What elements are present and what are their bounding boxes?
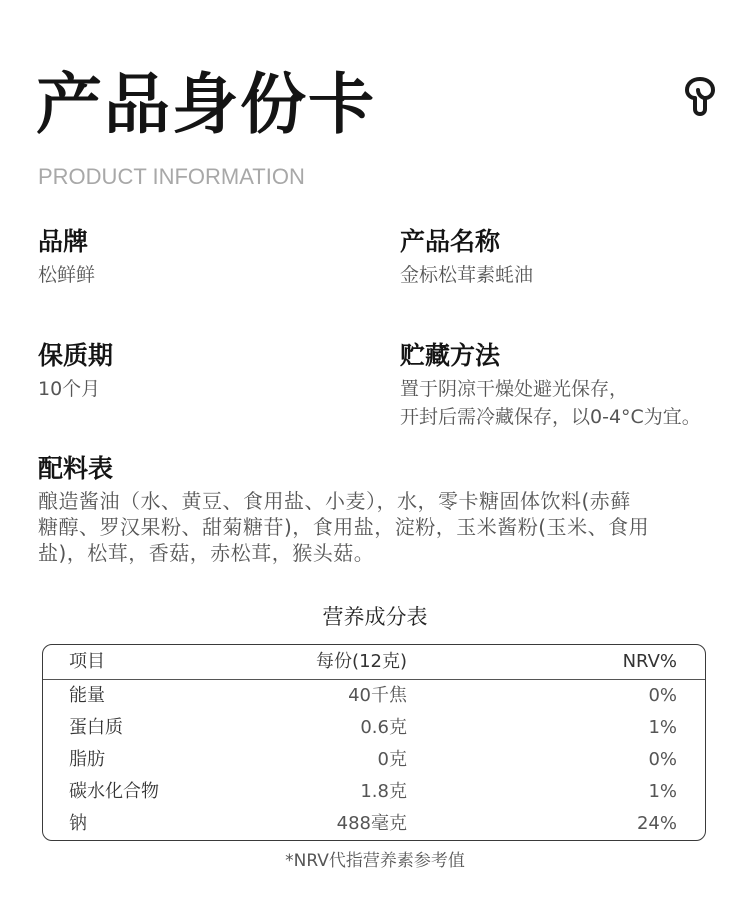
storage-value-line2: 开封后需冷藏保存，以0-4°C为宜。 xyxy=(400,406,701,428)
row-amount: 488毫克 xyxy=(336,813,407,834)
page-subtitle: PRODUCT INFORMATION xyxy=(38,164,305,189)
table-row xyxy=(43,712,705,744)
row-item: 蛋白质 xyxy=(69,717,123,738)
row-amount: 0.6克 xyxy=(360,717,407,738)
table-row xyxy=(43,744,705,776)
row-item: 能量 xyxy=(69,685,105,706)
table-row xyxy=(43,808,705,840)
row-nrv: 24% xyxy=(636,813,677,834)
table-row xyxy=(43,776,705,808)
nutrition-table xyxy=(42,644,706,841)
row-nrv: 0% xyxy=(648,749,677,770)
ingredients-label: 配料表 xyxy=(38,454,114,483)
ingredients-text xyxy=(38,488,708,566)
nrv-footnote: *NRV代指营养素参考值 xyxy=(285,851,465,871)
row-amount: 40千焦 xyxy=(348,685,407,706)
brand-label: 品牌 xyxy=(38,227,89,256)
header-amount: 每份(12克) xyxy=(316,651,407,672)
product-name-value: 金标松茸素蚝油 xyxy=(400,264,534,286)
product-name-label: 产品名称 xyxy=(400,227,501,256)
row-item: 钠 xyxy=(69,813,87,834)
ingredients-line: 酿造酱油（水、黄豆、食用盐、小麦），水，零卡糖固体饮料(赤藓 xyxy=(38,489,631,513)
shelf-life-label: 保质期 xyxy=(38,341,114,370)
row-nrv: 1% xyxy=(648,781,677,802)
nutrition-header-row xyxy=(43,645,705,680)
row-item: 碳水化合物 xyxy=(69,781,159,802)
ingredients-line: 盐)，松茸，香菇，赤松茸，猴头菇。 xyxy=(38,541,375,565)
storage-value-line1: 置于阴凉干燥处避光保存， xyxy=(400,378,629,400)
table-row xyxy=(43,680,705,712)
row-amount: 1.8克 xyxy=(360,781,407,802)
nutrition-title: 营养成分表 xyxy=(322,605,428,629)
page-title: 产品身份卡 xyxy=(36,66,376,143)
shelf-life-value: 10个月 xyxy=(38,378,101,400)
row-amount: 0克 xyxy=(377,749,407,770)
brand-value: 松鲜鲜 xyxy=(38,264,96,286)
row-nrv: 1% xyxy=(648,717,677,738)
mushroom-logo-icon xyxy=(684,76,716,116)
ingredients-line: 糖醇、罗汉果粉、甜菊糖苷)，食用盐，淀粉，玉米酱粉(玉米、食用 xyxy=(38,515,650,539)
header-nrv: NRV% xyxy=(622,651,677,672)
storage-label: 贮藏方法 xyxy=(400,341,501,370)
row-nrv: 0% xyxy=(648,685,677,706)
row-item: 脂肪 xyxy=(69,749,105,770)
header-item: 项目 xyxy=(69,651,105,672)
